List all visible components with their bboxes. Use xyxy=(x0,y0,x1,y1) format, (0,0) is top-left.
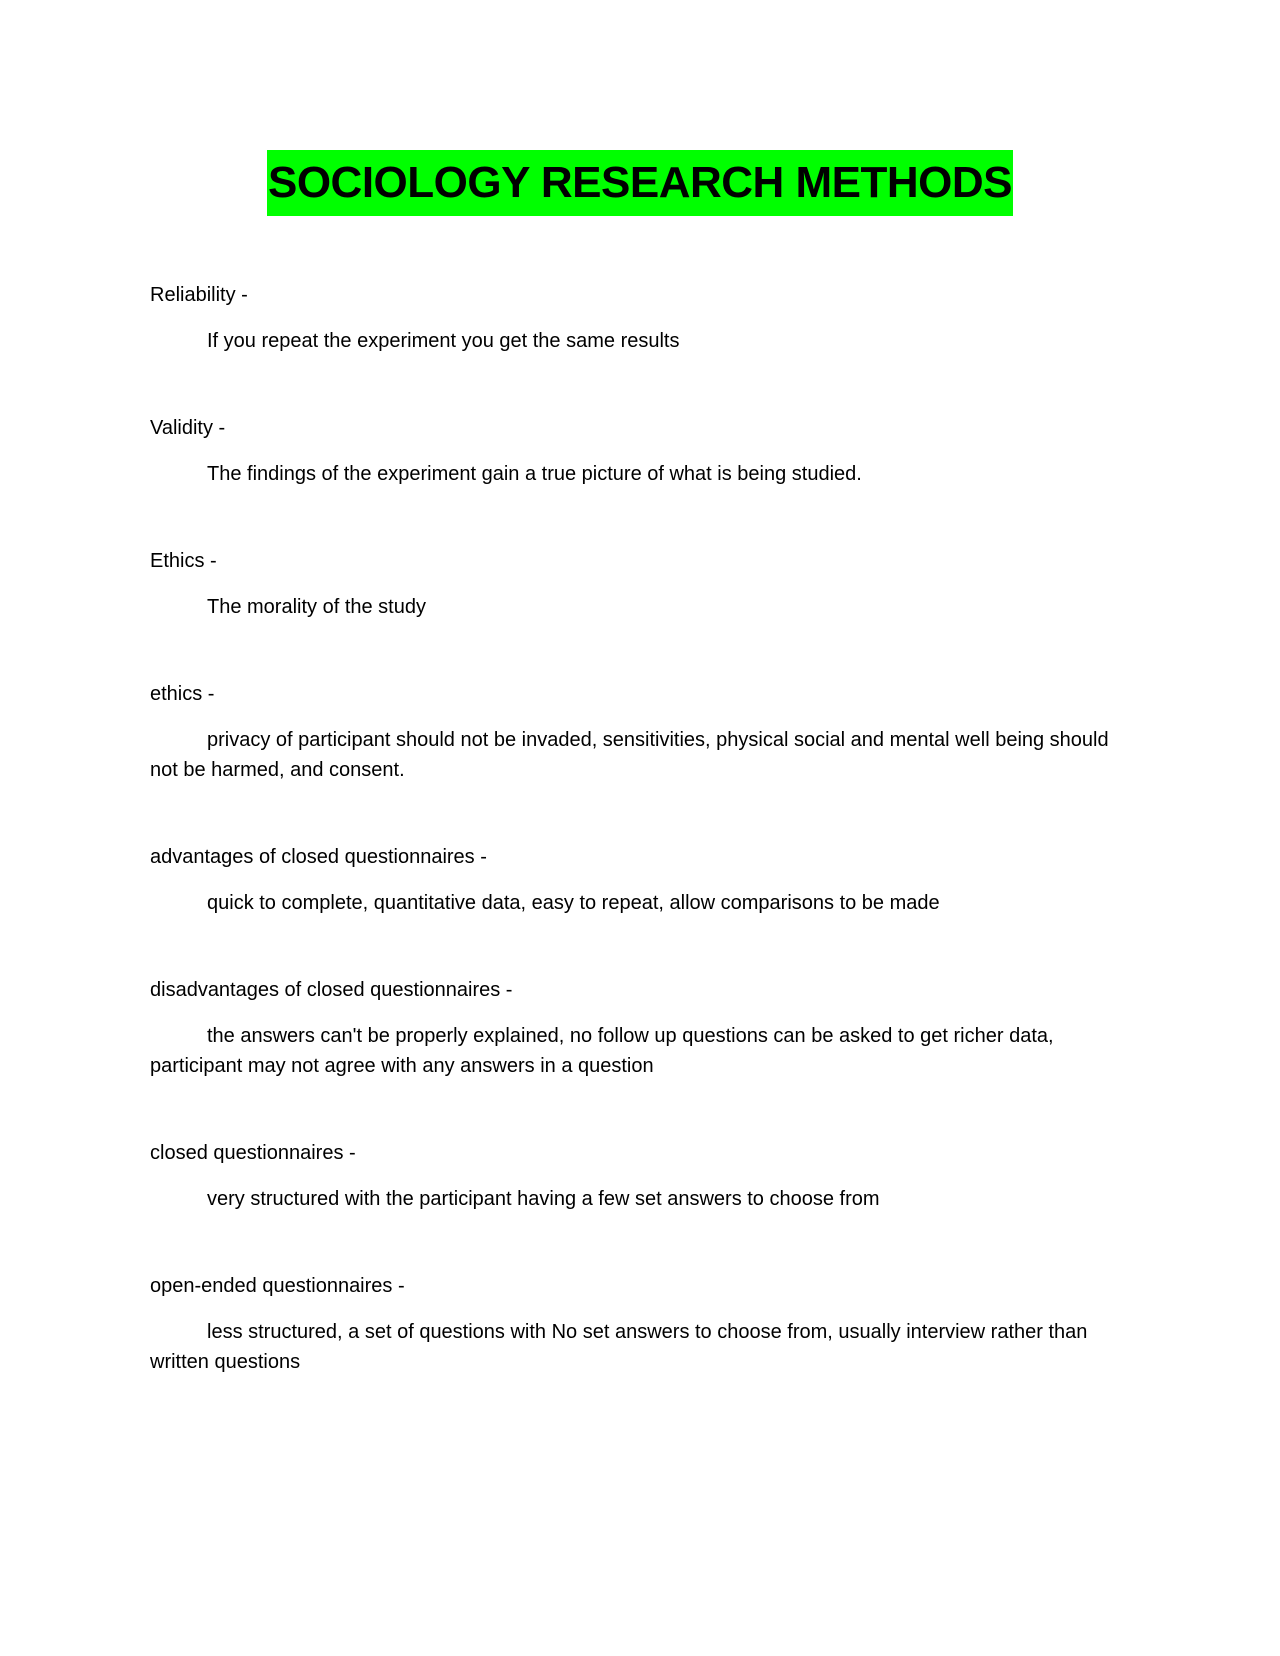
entry-definition: very structured with the participant having a few set answers to choose from xyxy=(207,1188,880,1210)
title-container xyxy=(0,150,1280,216)
entry-definition: The morality of the study xyxy=(207,596,426,618)
entry-definition: The findings of the experiment gain a true picture of what is being studied. xyxy=(207,463,862,485)
entry-term: disadvantages of closed questionnaires - xyxy=(150,979,513,1001)
glossary-list xyxy=(150,280,1110,1434)
glossary-entry xyxy=(150,975,1110,1081)
entry-definition: If you repeat the experiment you get the same results xyxy=(207,330,680,352)
entry-definition: less structured, a set of questions with No set answers to choose from, usually interview rather than written questions xyxy=(150,1321,1088,1373)
entry-term: advantages of closed questionnaires - xyxy=(150,846,487,868)
glossary-entry xyxy=(150,546,1110,622)
page-title: SOCIOLOGY RESEARCH METHODS xyxy=(267,150,1013,216)
entry-term: Validity - xyxy=(150,417,226,439)
entry-definition: the answers can't be properly explained, no follow up questions can be asked to get richer data, participant may not agree with any answers in a question xyxy=(150,1025,1054,1077)
glossary-entry xyxy=(150,1271,1110,1377)
glossary-entry xyxy=(150,842,1110,918)
entry-definition: privacy of participant should not be invaded, sensitivities, physical social and mental well being should not be harmed, and consent. xyxy=(150,729,1109,781)
glossary-entry xyxy=(150,280,1110,356)
glossary-entry xyxy=(150,1138,1110,1214)
entry-term: closed questionnaires - xyxy=(150,1142,356,1164)
entry-term: open-ended questionnaires - xyxy=(150,1275,405,1297)
entry-term: Reliability - xyxy=(150,284,248,306)
glossary-entry xyxy=(150,679,1110,785)
glossary-entry xyxy=(150,413,1110,489)
entry-term: ethics - xyxy=(150,683,215,705)
entry-definition: quick to complete, quantitative data, easy to repeat, allow comparisons to be made xyxy=(207,892,940,914)
entry-term: Ethics - xyxy=(150,550,217,572)
